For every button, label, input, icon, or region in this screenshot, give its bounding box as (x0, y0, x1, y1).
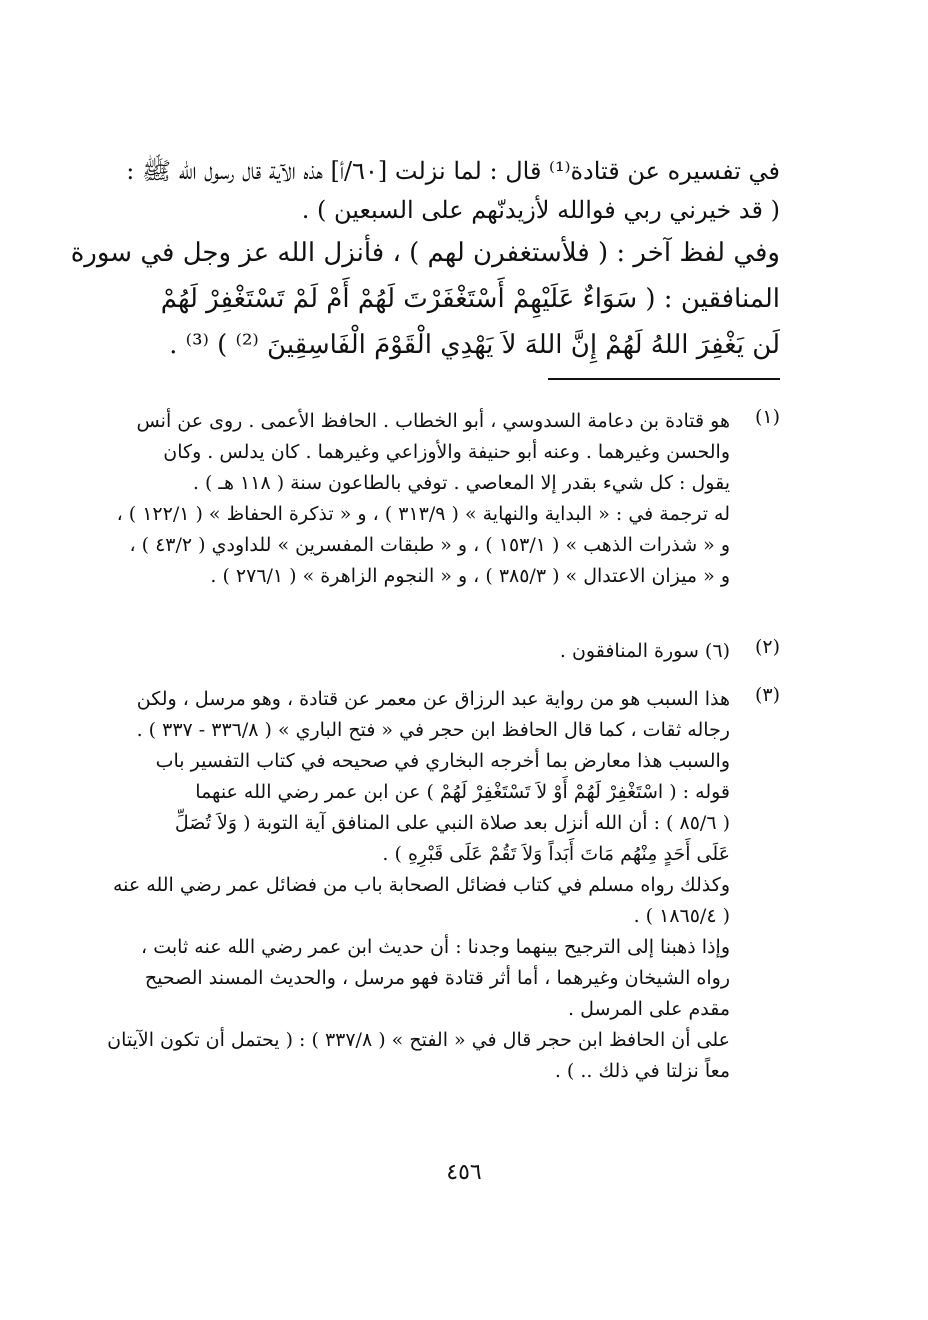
footnote-line: قوله : ( اسْتَغْفِرْ لَهُمْ أَوْ لاَ تَسْتَغْفِرْ لَهُمْ ) عن ابن عمر رضي الله عنهما (195, 781, 730, 803)
footnote-line: و « شذرات الذهب » ( ١٥٣/١ ) ، و « طبقات المفسرين » للداودي ( ٤٣/٢ ) ، (129, 534, 730, 556)
footnote-line: والسبب هذا معارض بما أخرجه البخاري في صحيحه في كتاب التفسير باب (155, 750, 730, 772)
main-text-line-2: ( قد خيرني ربي فوالله لأزيدنّهم على السبعين ) . (301, 196, 780, 224)
footnote-body (116, 406, 730, 592)
footnote-2 (128, 636, 780, 667)
footnote-line: وكذلك رواه مسلم في كتاب فضائل الصحابة باب من فضائل عمر رضي الله عنه (112, 874, 730, 896)
footnote-number: (٢) (754, 636, 780, 658)
main-paragraph-2-line-1: وفي لفظ آخر : ( فلأستغفرن لهم ) ، فأنزل الله عز وجل في سورة (70, 238, 780, 268)
footnote-number: (١) (754, 406, 780, 428)
footnote-line: معاً نزلتا في ذلك .. ) . (554, 1060, 730, 1082)
footnote-line: له ترجمة في : « البداية والنهاية » ( ٣١٣/٩ ) ، و « تذكرة الحفاظ » ( ١٢٢/١ ) ، (116, 503, 730, 525)
footnote-line: هذا السبب هو من رواية عبد الرزاق عن معمر عن قتادة ، وهو مرسل ، ولكن (136, 688, 730, 710)
footnote-line: وإذا ذهبنا إلى الترجيح بينهما وجدنا : أن حديث ابن عمر رضي الله عنه ثابت ، (141, 936, 730, 958)
main-paragraph-2 (70, 230, 780, 368)
footnote-line: عَلَى أَحَدٍ مِنْهُم مَاتَ أَبَداً وَلاَ تَقُمْ عَلَى قَبْرِهِ ) . (382, 843, 730, 865)
footnote-body (107, 684, 730, 1087)
footnote-line: يقول : كل شيء بقدر إلا المعاصي . توفي بالطاعون سنة ( ١١٨ هـ ) . (192, 472, 730, 494)
footnote-line: (٦) سورة المنافقون . (559, 640, 730, 662)
footnote-line: والحسن وغيرهما . وعنه أبو حنيفة والأوزاعي وغيرهما . كان يدلس . وكان (163, 441, 730, 463)
main-text-line-1: في تفسيره عن قتادة⁽¹⁾ قال : لما نزلت [٦٠/أ] هذه الآية قال رسول الله ﷺ : (126, 157, 780, 185)
main-paragraph-2-line-3: لَن يَغْفِرَ اللهُ لَهُمْ إِنَّ اللهَ لاَ يَهْدِي الْقَوْمَ الْفَاسِقِينَ ⁽²⁾ ) ⁽³⁾ . (169, 330, 780, 360)
footnote-line: و « ميزان الاعتدال » ( ٣٨٥/٣ ) ، و « النجوم الزاهرة » ( ٢٧٦/١ ) . (210, 565, 730, 587)
footnote-line: رواه الشيخان وغيرهما ، أما أثر قتادة فهو مرسل ، والحديث المسند الصحيح (144, 967, 730, 989)
footnote-separator-rule (548, 378, 780, 380)
footnote-line: ( ٨٥/٦ ) : أن الله أنزل بعد صلاة النبي على المنافق آية التوبة ( وَلاَ تُصَلِّ (174, 812, 730, 834)
footnote-body (128, 636, 730, 667)
page-number: ٤٥٦ (446, 1160, 482, 1185)
footnote-1 (116, 406, 780, 592)
footnote-line: على أن الحافظ ابن حجر قال في « الفتح » ( ٣٣٧/٨ ) : ( يحتمل أن تكون الآيتان (107, 1029, 730, 1051)
footnote-line: ( ١٨٦٥/٤ ) . (633, 905, 730, 927)
footnote-line: رجاله ثقات ، كما قال الحافظ ابن حجر في « فتح الباري » ( ٣٣٦/٨ - ٣٣٧ ) . (136, 719, 730, 741)
footnote-3 (107, 684, 780, 1087)
footnote-line: هو قتادة بن دعامة السدوسي ، أبو الخطاب . الحافظ الأعمى . روى عن أنس (136, 410, 730, 432)
footnote-line: مقدم على المرسل . (568, 998, 730, 1020)
main-paragraph-2-line-2: المنافقين : ( سَوَاءٌ عَلَيْهِمْ أَسْتَغْفَرْتَ لَهُمْ أَمْ لَمْ تَسْتَغْفِرْ لَهُمْ (160, 284, 780, 314)
footnote-number: (٣) (754, 684, 780, 706)
